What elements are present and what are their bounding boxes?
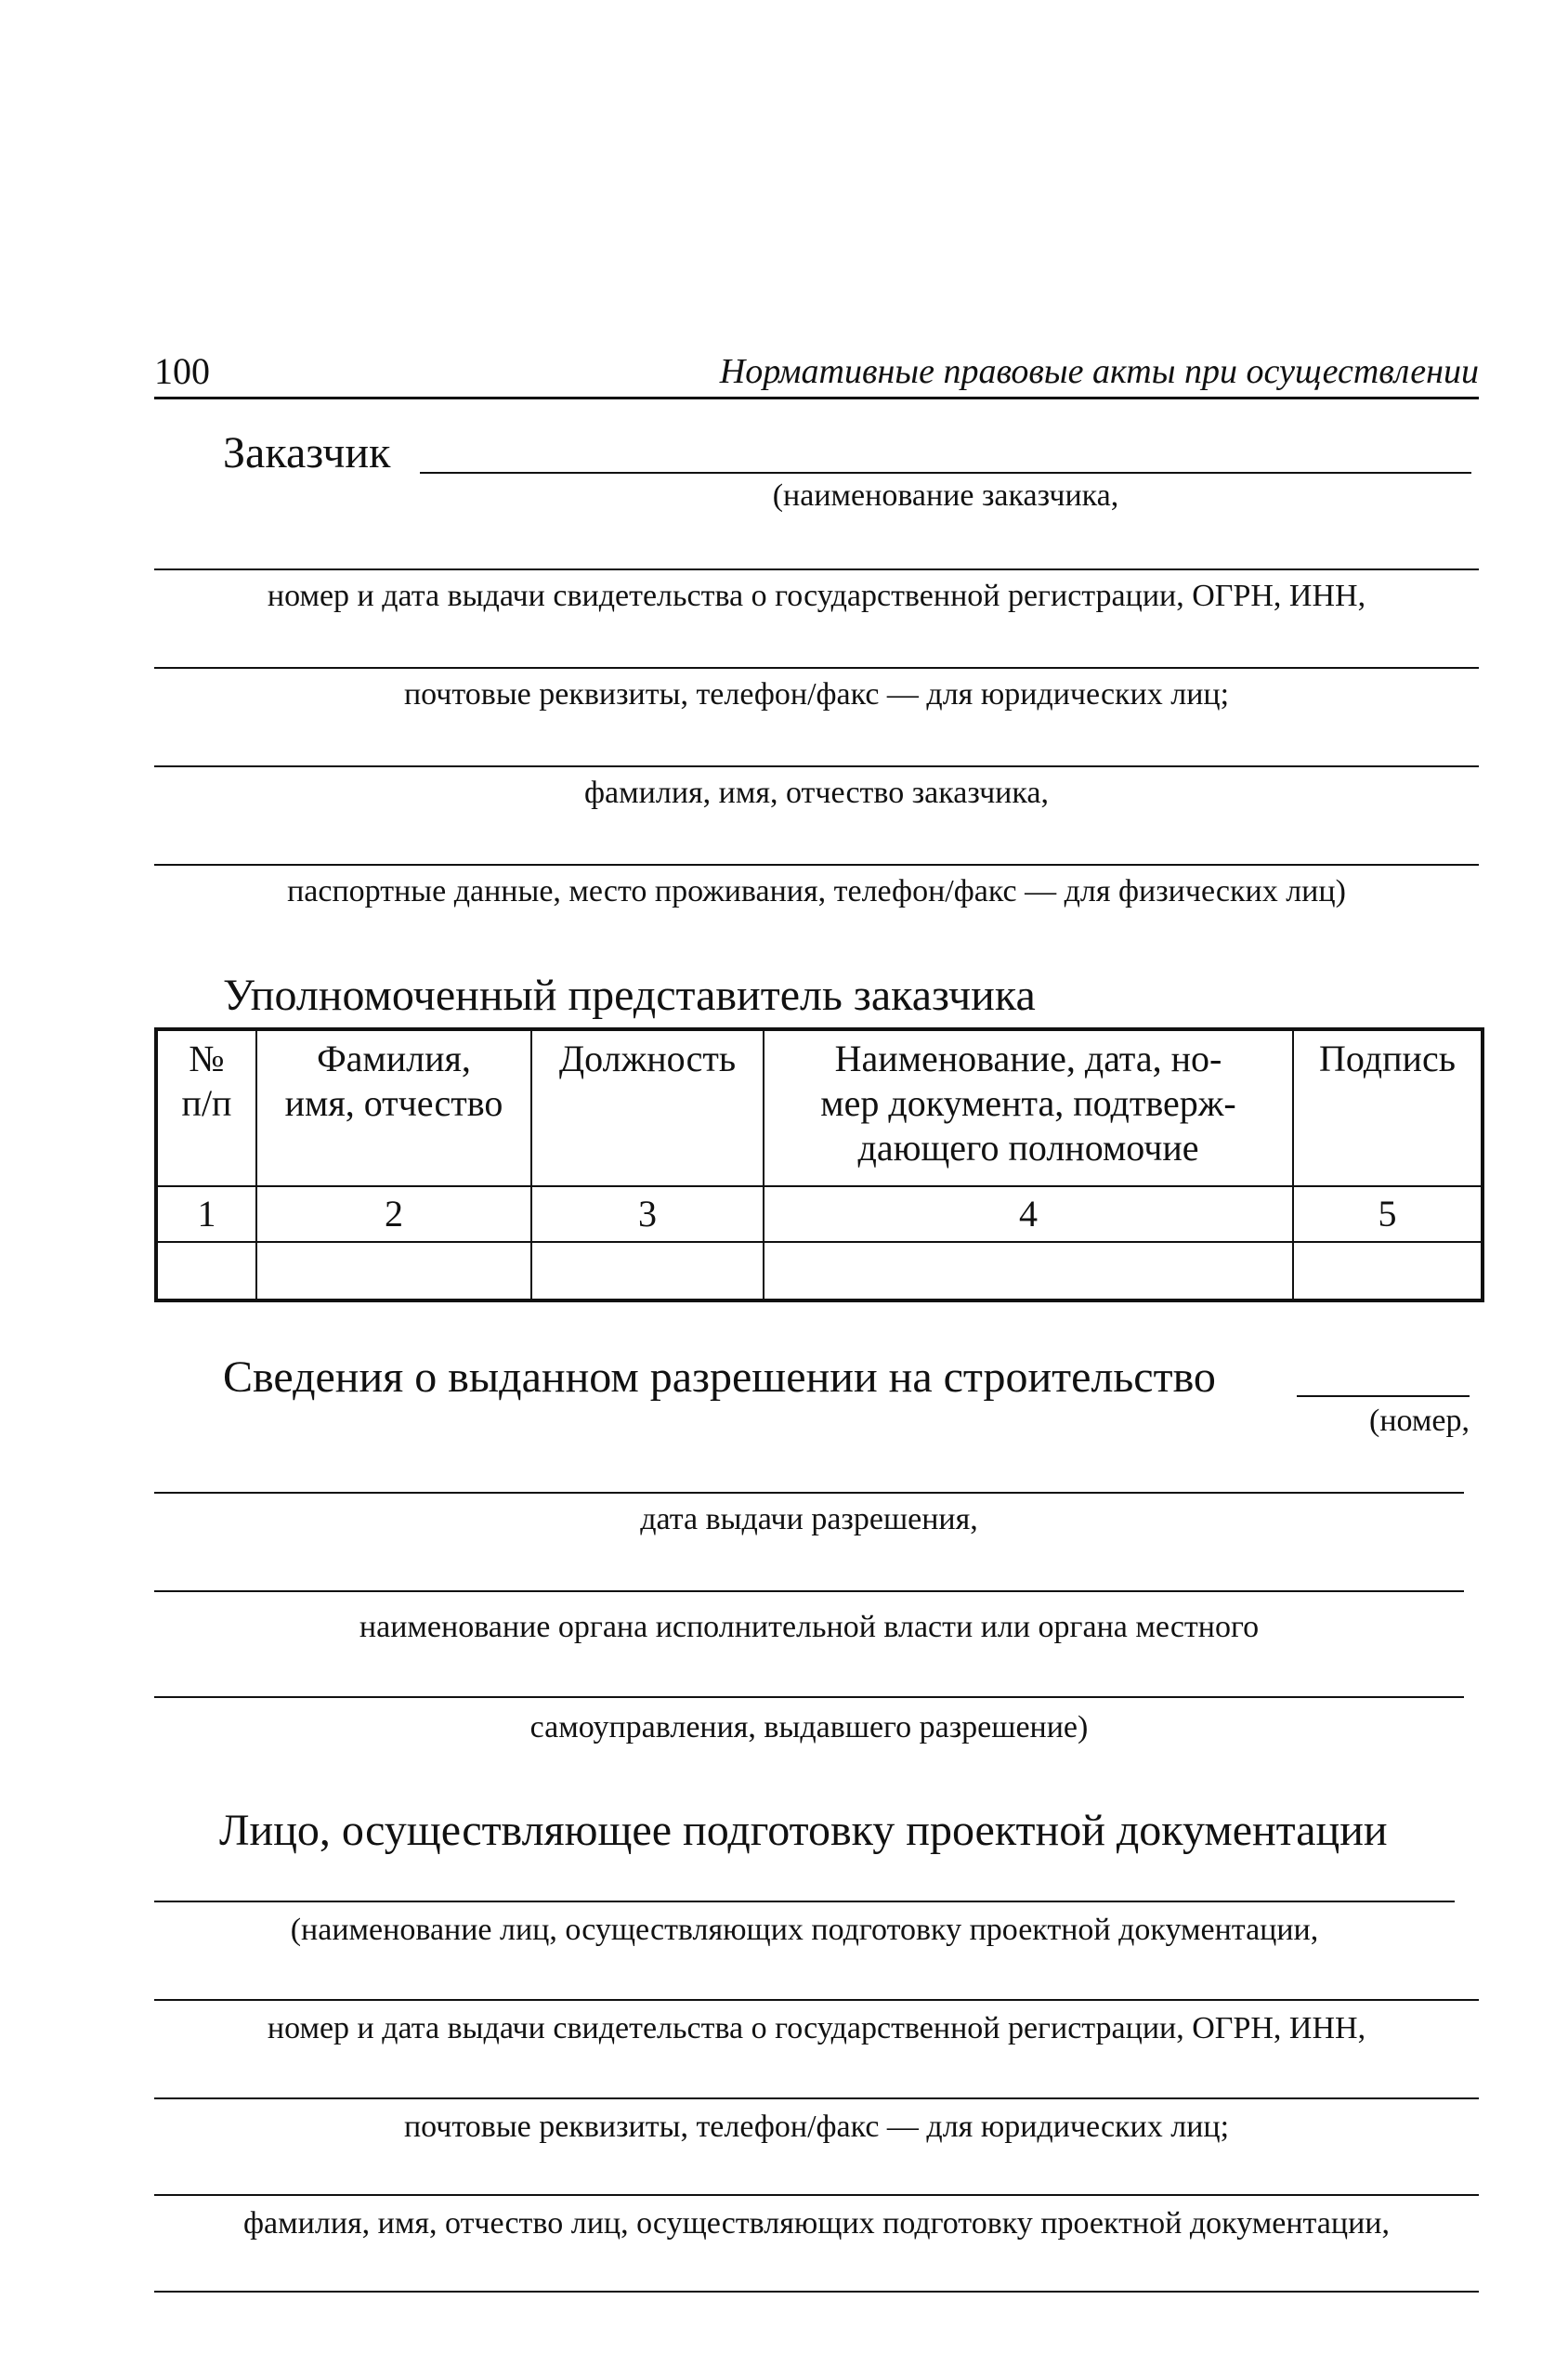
col-header-full-name: Фамилия, имя, отчество xyxy=(256,1029,531,1186)
designer-caption-3: почтовые реквизиты, телефон/факс — для юридических лиц; xyxy=(403,2110,1230,2144)
designer-caption-2: номер и дата выдачи свидетельства о государственной регистрации, ОГРН, ИНН, xyxy=(267,2011,1366,2045)
page-number: 100 xyxy=(154,350,210,392)
empty-cell-position[interactable] xyxy=(531,1242,764,1300)
table-column-numbers-row xyxy=(156,1186,1483,1242)
customer-caption-3: почтовые реквизиты, телефон/факс — для юридических лиц; xyxy=(403,677,1230,712)
header-rule xyxy=(154,397,1479,399)
col-header-signature: Подпись xyxy=(1293,1029,1483,1186)
designer-line-3[interactable] xyxy=(154,2097,1479,2099)
customer-line-2[interactable] xyxy=(154,568,1479,570)
col-number-5: 5 xyxy=(1293,1186,1483,1242)
table-header-row xyxy=(156,1029,1483,1186)
customer-line-3[interactable] xyxy=(154,667,1479,669)
designer-caption-1: (наименование лиц, осуществляющих подготовку проектной документации, xyxy=(290,1913,1319,1947)
designer-line-5[interactable] xyxy=(154,2291,1479,2293)
customer-name-line[interactable] xyxy=(420,472,1471,474)
representative-heading: Уполномоченный представитель заказчика xyxy=(223,971,1036,1020)
permit-caption-1: (номер, xyxy=(1369,1404,1470,1438)
permit-heading: Сведения о выданном разрешении на строительство xyxy=(223,1352,1216,1402)
customer-caption-2: номер и дата выдачи свидетельства о государственной регистрации, ОГРН, ИНН, xyxy=(267,579,1366,613)
customer-caption-1: (наименование заказчика, xyxy=(772,478,1119,513)
permit-caption-3: наименование органа исполнительной власти или органа местного xyxy=(359,1610,1260,1644)
col-number-1: 1 xyxy=(156,1186,256,1242)
col-header-position: Должность xyxy=(531,1029,764,1186)
empty-cell-number[interactable] xyxy=(156,1242,256,1300)
permit-line-2[interactable] xyxy=(154,1492,1464,1494)
empty-cell-document[interactable] xyxy=(764,1242,1293,1300)
col-number-2: 2 xyxy=(256,1186,531,1242)
designer-line-2[interactable] xyxy=(154,1999,1479,2001)
permit-caption-4: самоуправления, выдавшего разрешение) xyxy=(529,1710,1089,1744)
customer-caption-4: фамилия, имя, отчество заказчика, xyxy=(584,776,1049,810)
empty-cell-signature[interactable] xyxy=(1293,1242,1483,1300)
customer-caption-5: паспортные данные, место проживания, телефон/факс — для физических лиц) xyxy=(287,874,1346,908)
representative-table xyxy=(154,1027,1484,1302)
empty-cell-full-name[interactable] xyxy=(256,1242,531,1300)
permit-line-4[interactable] xyxy=(154,1696,1464,1698)
col-header-number: № п/п xyxy=(156,1029,256,1186)
running-title: Нормативные правовые акты при осуществлении xyxy=(719,352,1479,391)
designer-heading: Лицо, осуществляющее подготовку проектной документации xyxy=(219,1806,1388,1855)
col-header-document: Наименование, дата, но- мер документа, подтверж- дающего полномочие xyxy=(764,1029,1293,1186)
designer-caption-4: фамилия, имя, отчество лиц, осуществляющих подготовку проектной документации, xyxy=(243,2206,1390,2241)
permit-line-3[interactable] xyxy=(154,1590,1464,1592)
permit-number-line[interactable] xyxy=(1297,1395,1470,1397)
col-number-3: 3 xyxy=(531,1186,764,1242)
customer-label: Заказчик xyxy=(223,428,391,477)
customer-line-5[interactable] xyxy=(154,864,1479,866)
col-number-4: 4 xyxy=(764,1186,1293,1242)
table-row xyxy=(156,1242,1483,1300)
customer-line-4[interactable] xyxy=(154,765,1479,767)
permit-caption-2: дата выдачи разрешения, xyxy=(640,1502,978,1536)
designer-line-1[interactable] xyxy=(154,1901,1455,1902)
designer-line-4[interactable] xyxy=(154,2194,1479,2196)
